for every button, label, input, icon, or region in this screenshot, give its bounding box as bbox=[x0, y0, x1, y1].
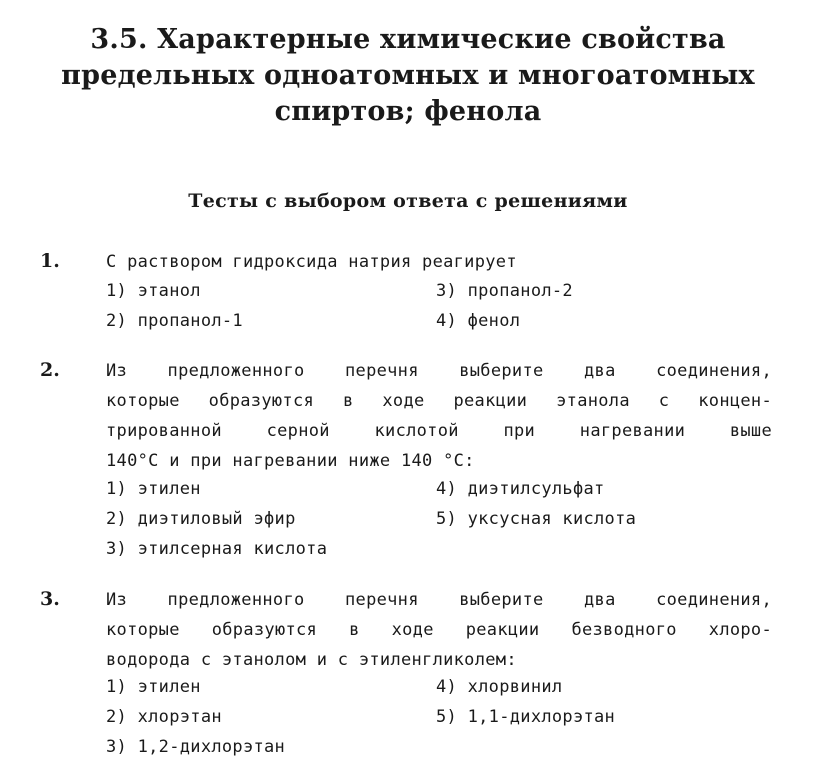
title-line-3: спиртов; фенола bbox=[274, 96, 542, 127]
answer-option: 2) диэтиловый эфир bbox=[106, 509, 296, 529]
question-line: 140°С и при нагревании ниже 140 °С: bbox=[106, 451, 475, 471]
question-line: водорода с этанолом и с этиленгликолем: bbox=[106, 650, 517, 670]
question-text bbox=[106, 585, 772, 675]
question-line: Из предложенного перечня выберите два соединения, bbox=[106, 590, 772, 610]
title-line-2: предельных одноатомных и многоатомных bbox=[61, 60, 755, 91]
title-line-1: 3.5. Характерные химические свойства bbox=[90, 24, 726, 55]
answer-option: 5) 1,1-дихлорэтан bbox=[436, 707, 616, 727]
answer-option: 3) этилсерная кислота bbox=[106, 539, 328, 559]
answer-option: 1) этилен bbox=[106, 677, 201, 697]
question-line: С раствором гидроксида натрия реагирует bbox=[106, 252, 517, 272]
answer-option: 4) диэтилсульфат bbox=[436, 479, 605, 499]
question-number: 3. bbox=[40, 588, 60, 610]
answer-option: 1) этанол bbox=[106, 281, 201, 301]
answer-option: 2) хлорэтан bbox=[106, 707, 222, 727]
question-number: 2. bbox=[40, 359, 60, 381]
answer-option: 4) хлорвинил bbox=[436, 677, 563, 697]
section-subtitle: Тесты с выбором ответа с решениями bbox=[188, 190, 628, 212]
question-line: которые образуются в ходе реакции этанола с концен- bbox=[106, 391, 772, 411]
answer-option: 5) уксусная кислота bbox=[436, 509, 637, 529]
question-text bbox=[106, 356, 772, 476]
answer-option: 2) пропанол-1 bbox=[106, 311, 243, 331]
section-title bbox=[40, 22, 776, 130]
question-line: Из предложенного перечня выберите два соединения, bbox=[106, 361, 772, 381]
question-line: которые образуются в ходе реакции безводного хлоро- bbox=[106, 620, 772, 640]
question-number: 1. bbox=[40, 250, 60, 272]
question-line: трированной серной кислотой при нагревании выше bbox=[106, 421, 772, 441]
answer-option: 3) пропанол-2 bbox=[436, 281, 573, 301]
answer-option: 1) этилен bbox=[106, 479, 201, 499]
question-text bbox=[106, 247, 772, 277]
answer-option: 4) фенол bbox=[436, 311, 521, 331]
answer-option: 3) 1,2-дихлорэтан bbox=[106, 737, 286, 757]
